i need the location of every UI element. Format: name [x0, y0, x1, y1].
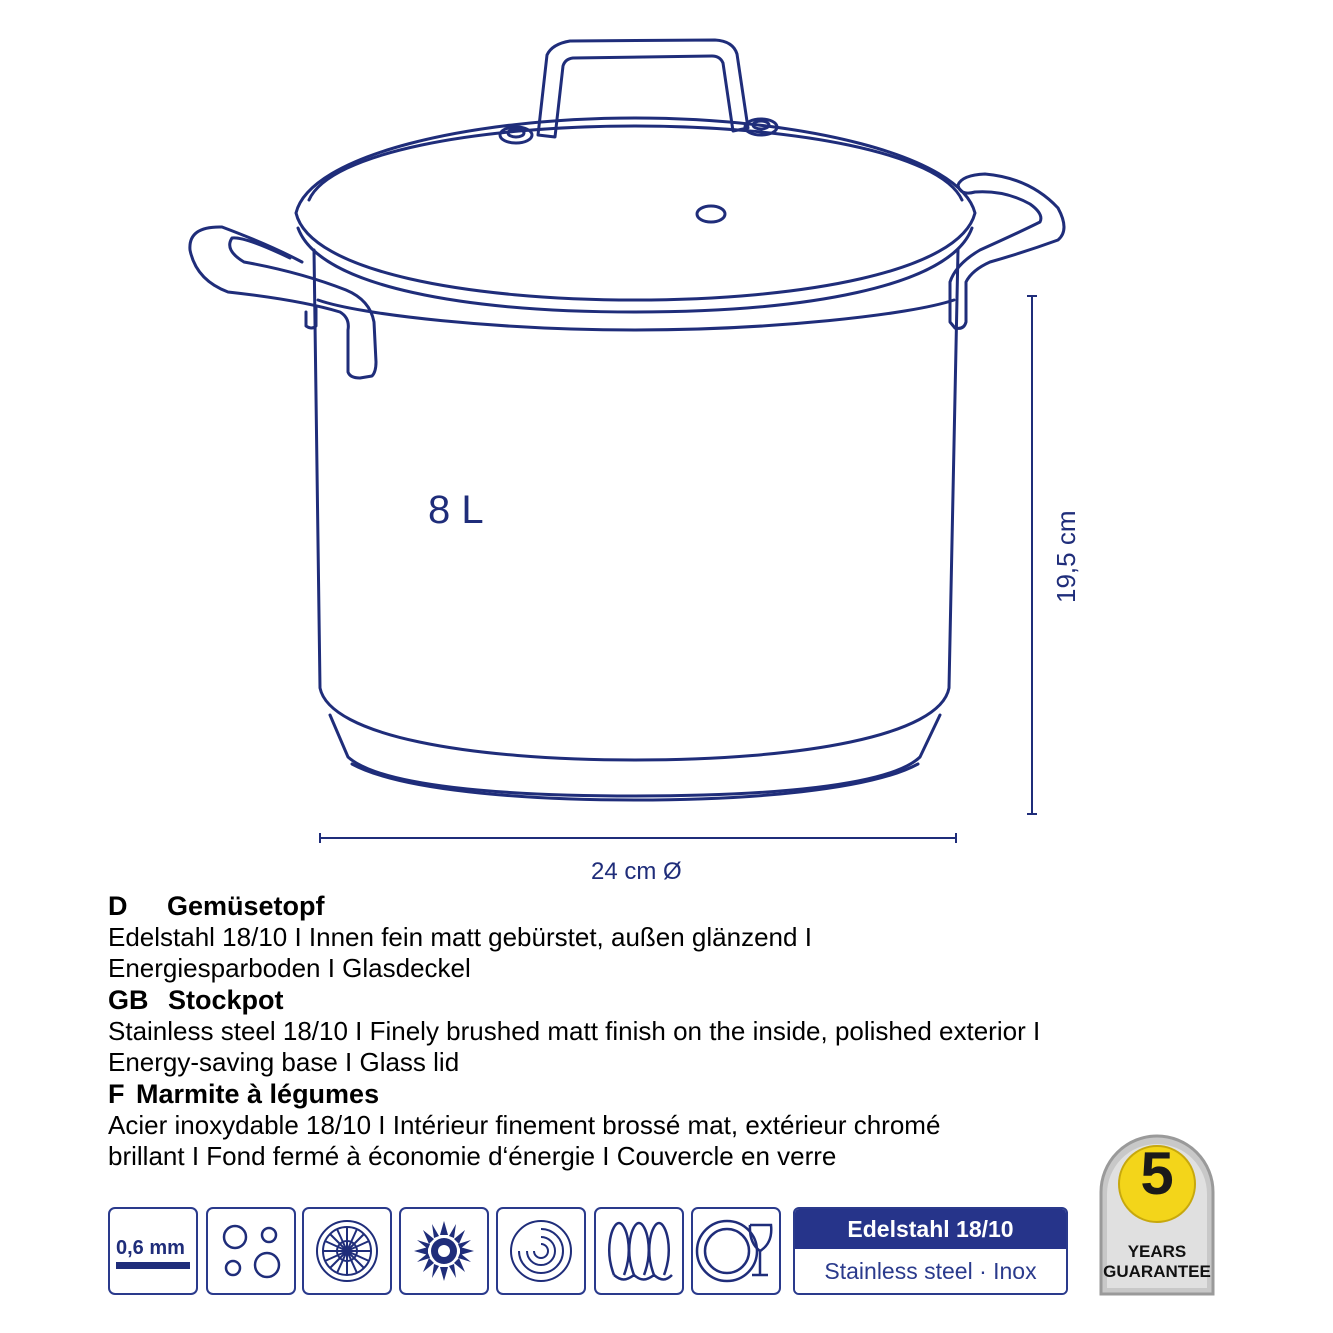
heading-french: [108, 1078, 1258, 1110]
electric-hob-icon: [206, 1207, 296, 1295]
language-code: D: [108, 891, 128, 921]
guarantee-years: YEARS: [1127, 1242, 1187, 1261]
language-code: F: [108, 1079, 125, 1109]
ceramic-hob-icon: [496, 1207, 586, 1295]
desc-line: Energiesparboden I Glasdeckel: [108, 953, 471, 983]
material-primary: Edelstahl 18/10: [795, 1209, 1066, 1249]
lid-vent: [697, 206, 725, 222]
desc-line: brillant I Fond fermé à économie d‘énergie I Couvercle en verre: [108, 1141, 837, 1171]
height-label: 19,5 cm: [1051, 510, 1081, 603]
height-dimension: [1027, 296, 1037, 814]
halogen-hob-icon: [594, 1207, 684, 1295]
lid: [296, 118, 975, 300]
product-description: [108, 890, 1258, 1172]
title: Gemüsetopf: [167, 891, 325, 921]
dishwasher-icon: [691, 1207, 781, 1295]
diameter-dimension: [320, 833, 956, 843]
diameter-label: 24 cm Ø: [591, 858, 682, 885]
induction-sun-icon: [399, 1207, 489, 1295]
thickness-label: 0,6 mm: [116, 1237, 185, 1259]
thickness-icon: [108, 1207, 198, 1295]
desc-line: Edelstahl 18/10 I Innen fein matt gebürstet, außen glänzend I: [108, 922, 812, 952]
material-label: [793, 1207, 1068, 1295]
desc-line: Energy-saving base I Glass lid: [108, 1047, 460, 1077]
left-handle: [190, 227, 376, 378]
language-code: GB: [108, 985, 149, 1015]
desc-line: Acier inoxydable 18/10 I Intérieur finement brossé mat, extérieur chromé: [108, 1110, 941, 1140]
guarantee-number: 5: [1140, 1140, 1174, 1207]
thickness-bar: [116, 1262, 190, 1269]
guarantee-badge: [1097, 1134, 1217, 1298]
heading-german: [108, 890, 1258, 922]
gas-hob-icon: [302, 1207, 392, 1295]
pot-body: [314, 250, 958, 760]
desc-line: Stainless steel 18/10 I Finely brushed matt finish on the inside, polished exterior I: [108, 1016, 1041, 1046]
title: Stockpot: [168, 985, 284, 1015]
guarantee-text: GUARANTEE: [1103, 1262, 1211, 1281]
volume-label: 8 L: [428, 488, 484, 532]
heading-english: [108, 984, 1258, 1016]
material-secondary: Stainless steel · Inox: [795, 1249, 1066, 1293]
title: Marmite à légumes: [136, 1079, 380, 1109]
